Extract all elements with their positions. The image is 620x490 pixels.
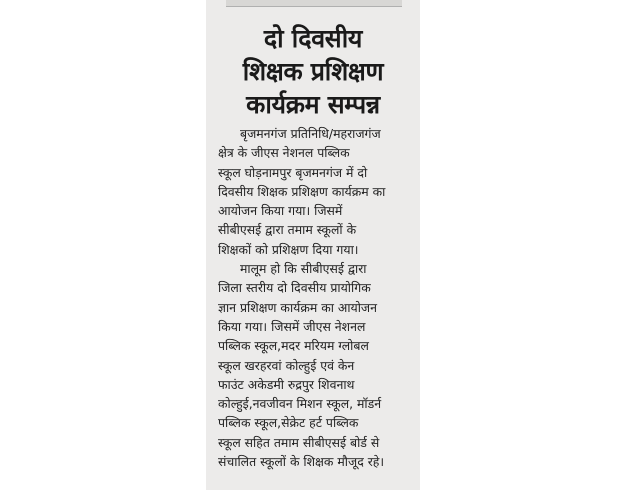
article-headline: [206, 22, 420, 121]
body-line: क्षेत्र के जीएस नेशनल पब्लिक: [218, 145, 350, 161]
paragraph-2: [218, 259, 416, 471]
headline-line: दो दिवसीय: [263, 24, 363, 53]
newspaper-clipping: [206, 0, 420, 490]
body-line: मालूम हो कि सीबीएसई द्वारा: [240, 261, 367, 277]
body-line: सीबीएसई द्वारा तमाम स्कूलों के: [218, 222, 357, 238]
body-line: संचालित स्कूलों के शिक्षक मौजूद रहे।: [218, 454, 385, 470]
body-line: स्कूल घोड़नामपुर बृजमनगंज में दो: [218, 164, 368, 180]
body-line: फाउंट अकेडमी रुद्रपुर शिवनाथ: [218, 376, 355, 392]
previous-article-edge: [226, 0, 402, 7]
body-line: स्कूल सहित तमाम सीबीएसई बोर्ड से: [218, 434, 380, 450]
body-line: दिवसीय शिक्षक प्रशिक्षण कार्यक्रम का: [218, 183, 386, 199]
body-line: आयोजन किया गया। जिसमें: [218, 203, 343, 219]
body-line: पब्लिक स्कूल,सेक्रेट हर्ट पब्लिक: [218, 415, 359, 431]
body-line: शिक्षकों को प्रशिक्षण दिया गया।: [218, 241, 359, 257]
headline-line: शिक्षक प्रशिक्षण: [242, 57, 384, 86]
body-line: स्कूल खरहरवां कोल्हुई एवं केन: [218, 357, 355, 373]
body-line: बृजमनगंज प्रतिनिधि/महराजगंज: [240, 126, 381, 141]
body-line: कोल्हुई,नवजीवन मिशन स्कूल, मॉडर्न: [218, 396, 382, 412]
paragraph-1: [218, 124, 416, 259]
body-line: ज्ञान प्रशिक्षण कार्यक्रम का आयोजन: [218, 299, 378, 315]
body-line: जिला स्तरीय दो दिवसीय प्रायोगिक: [218, 280, 371, 296]
body-line: पब्लिक स्कूल,मदर मरियम ग्लोबल: [218, 338, 369, 354]
article-body: [218, 124, 416, 471]
headline-line: कार्यक्रम सम्पन्न: [246, 90, 380, 119]
body-line: किया गया। जिसमें जीएस नेशनल: [218, 318, 366, 334]
